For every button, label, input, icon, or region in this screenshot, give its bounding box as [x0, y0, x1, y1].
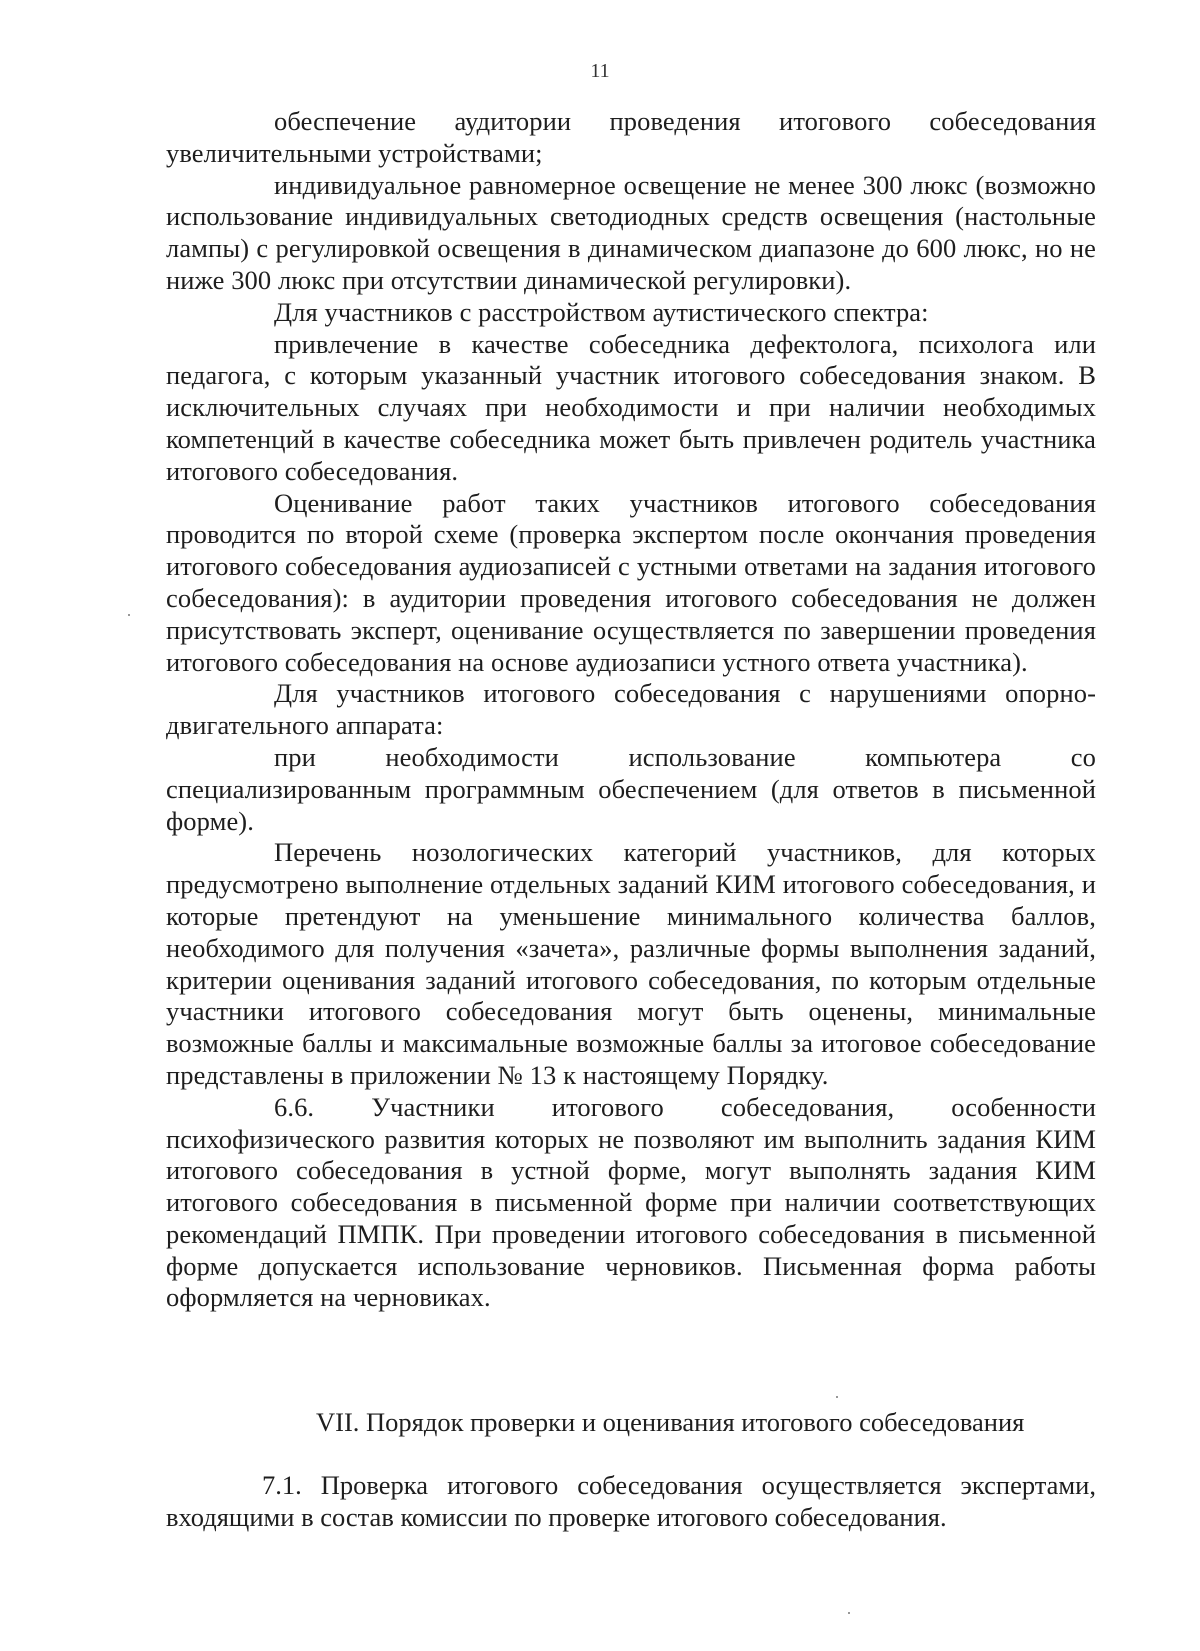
paragraph: 6.6. Участники итогового собеседования, особенности психофизического развития которых не позволяют им выполнить задания КИМ итогового собеседования в устной форме, могут выполнять задания КИМ итогового собеседования в письменной форме при наличии соответствующих рекомендаций ПМПК. При проведении итогового собеседования в письменной форме допускается использование черновиков. Письменная форма работы оформляется на черновиках.: [166, 1091, 1096, 1313]
page-number: 11: [590, 60, 610, 82]
paragraph: Для участников итогового собеседования с нарушениями опорно-двигательного аппарата:: [166, 678, 1096, 741]
paragraph: Оценивание работ таких участников итогового собеседования проводится по второй схеме (проверка экспертом после окончания проведения итогового собеседования аудиозаписей с устными ответами на задания итогового собеседования): в аудитории проведения итогового собеседования не должен присутствовать эксперт, оценивание осуществляется по завершении проведения итогового собеседования на основе аудиозаписи устного ответа участника).: [166, 487, 1096, 677]
scan-speck: [836, 1396, 838, 1398]
paragraph: индивидуальное равномерное освещение не менее 300 люкс (возможно использование индивидуальных светодиодных средств освещения (настольные лампы) с регулировкой освещения в динамическом диапазоне до 600 люкс, но не ниже 300 люкс при отсутствии динамической регулировки).: [166, 169, 1096, 295]
scan-speck: [848, 1612, 850, 1614]
body-text: [166, 106, 1096, 1314]
paragraph: Перечень нозологических категорий участников, для которых предусмотрено выполнение отдельных заданий КИМ итогового собеседования, и которые претендуют на уменьшение минимального количества баллов, необходимого для получения «зачета», различные формы выполнения заданий, критерии оценивания заданий итогового собеседования, по которым отдельные участники итогового собеседования могут быть оценены, минимальные возможные баллы и максимальные возможные баллы за итоговое собеседование представлены в приложении № 13 к настоящему Порядку.: [166, 837, 1096, 1090]
paragraph: привлечение в качестве собеседника дефектолога, психолога или педагога, с которым указанный участник итогового собеседования знаком. В исключительных случаях при необходимости и при наличии необходимых компетенций в качестве собеседника может быть привлечен родитель участника итогового собеседования.: [166, 328, 1096, 486]
scan-speck: [128, 614, 130, 616]
paragraph: при необходимости использование компьютера со специализированным программным обеспечением (для ответов в письменной форме).: [166, 741, 1096, 836]
paragraph: Для участников с расстройством аутистического спектра:: [274, 296, 929, 327]
section-body-text: [166, 1470, 1096, 1534]
paragraph: 7.1. Проверка итогового собеседования осуществляется экспертами, входящими в состав комиссии по проверке итогового собеседования.: [166, 1470, 1096, 1532]
section-heading: VII. Порядок проверки и оценивания итогового собеседования: [316, 1407, 1025, 1437]
paragraph: обеспечение аудитории проведения итогового собеседования увеличительными устройствами;: [166, 106, 1096, 168]
